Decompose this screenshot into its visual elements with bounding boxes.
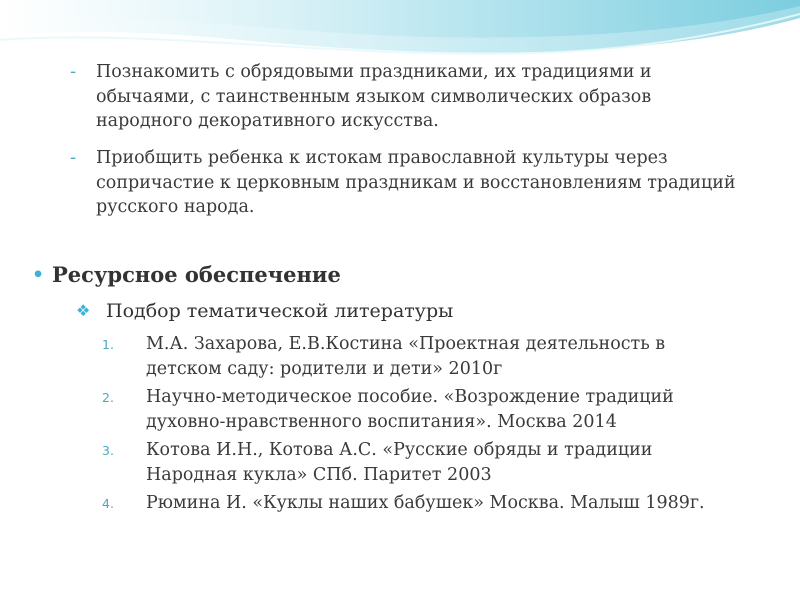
literature-item-4 bbox=[102, 491, 736, 516]
list-number: 3. bbox=[102, 443, 114, 458]
dash-marker: - bbox=[70, 148, 77, 168]
literature-item-3 bbox=[102, 438, 736, 487]
literature-item-1 bbox=[102, 332, 736, 381]
bullet-dot-icon: • bbox=[32, 264, 45, 286]
intro-item-1 bbox=[70, 60, 746, 134]
literature-item-2 bbox=[102, 385, 736, 434]
literature-text: Рюмина И. «Куклы наших бабушек» Москва. Малыш 1989г. bbox=[146, 493, 705, 513]
section-title: Ресурсное обеспечение bbox=[52, 262, 341, 287]
sub-heading-title: Подбор тематической литературы bbox=[106, 300, 454, 322]
list-number: 2. bbox=[102, 390, 114, 405]
literature-text: Научно-методическое пособие. «Возрождение традиций духовно-нравственного воспитания». Москва 2014 bbox=[146, 387, 674, 432]
list-number: 4. bbox=[102, 496, 114, 511]
literature-text: Котова И.Н., Котова А.С. «Русские обряды и традиции Народная кукла» СПб. Паритет 2003 bbox=[146, 440, 653, 485]
intro-item-2 bbox=[70, 146, 746, 220]
intro-item-text: Приобщить ребенка к истокам православной культуры через сопричастие к церковным праздникам и восстановлениям традиций русского народа. bbox=[96, 148, 736, 217]
section-heading bbox=[32, 260, 341, 290]
sub-heading bbox=[76, 297, 454, 325]
diamond-bullet-icon: ❖ bbox=[76, 301, 91, 320]
list-number: 1. bbox=[102, 337, 114, 352]
dash-marker: - bbox=[70, 62, 77, 82]
literature-text: М.А. Захарова, Е.В.Костина «Проектная деятельность в детском саду: родители и дети» 2010г bbox=[146, 334, 666, 379]
intro-item-text: Познакомить с обрядовыми праздниками, их традициями и обычаями, с таинственным языком символических образов народного декоративного искусства. bbox=[96, 62, 652, 131]
